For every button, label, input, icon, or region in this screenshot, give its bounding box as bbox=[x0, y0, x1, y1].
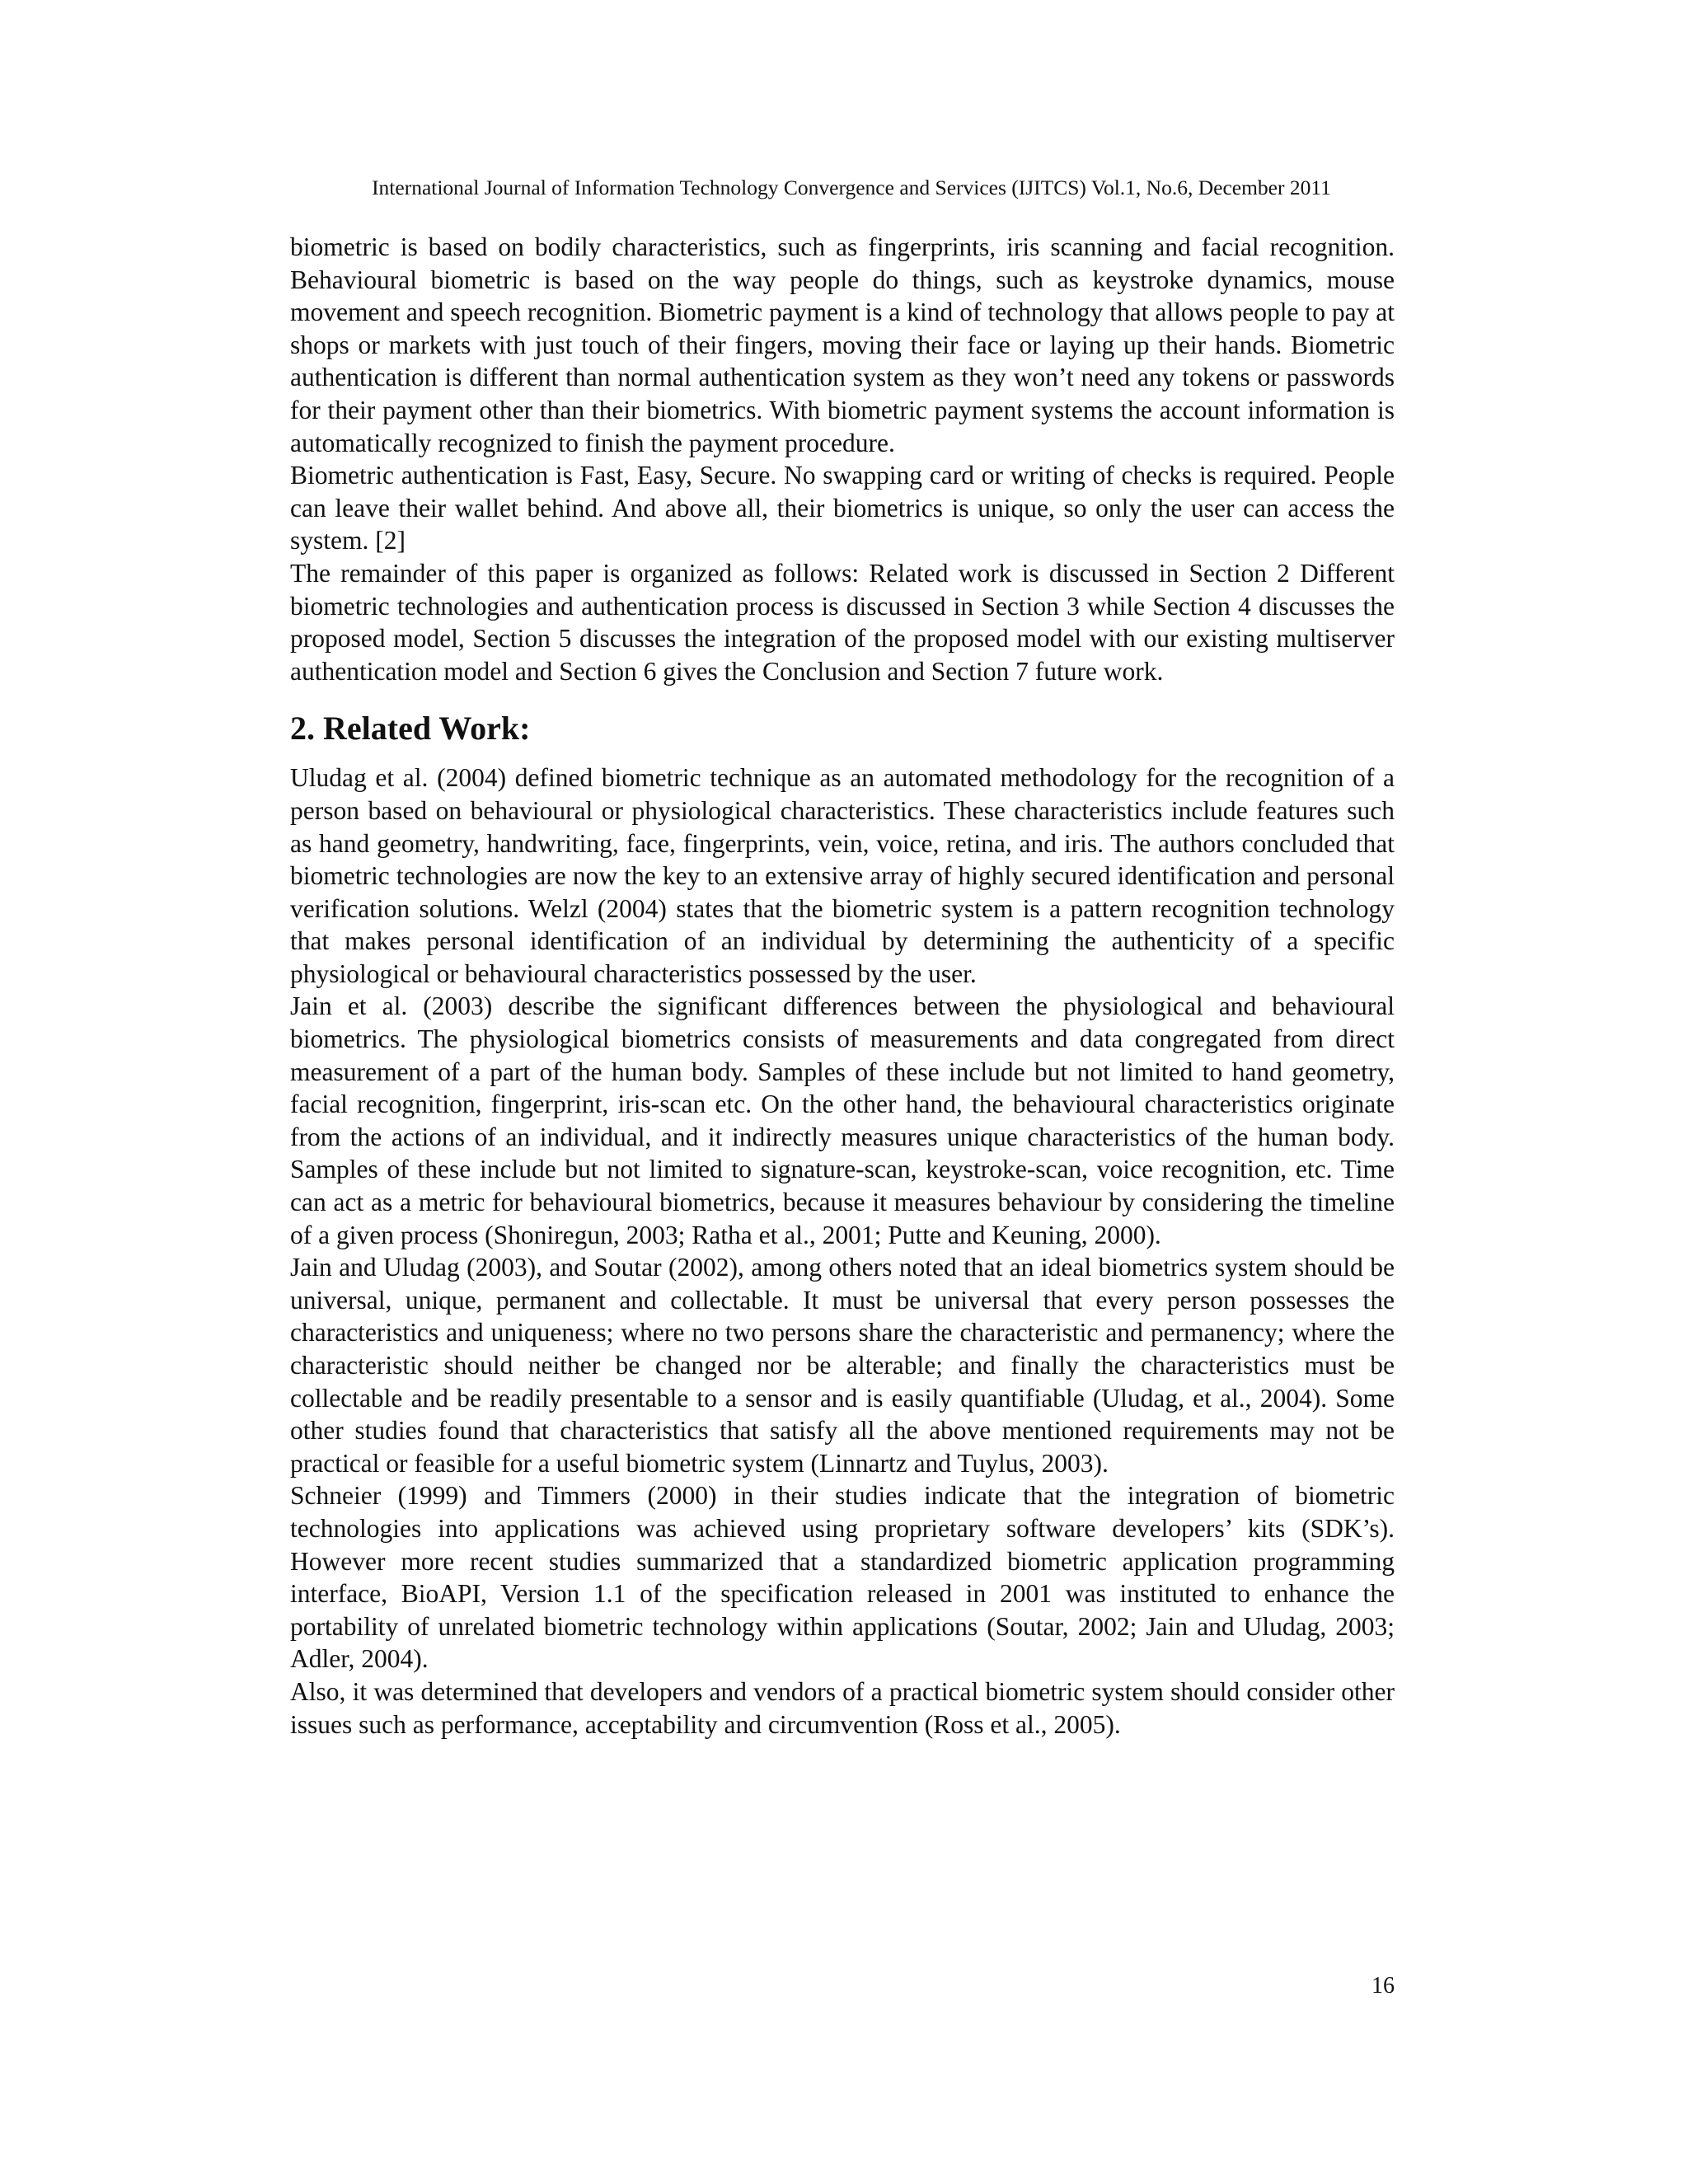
journal-running-header: International Journal of Information Technology Convergence and Services (IJITCS) Vol.1, No.6, December 2011 bbox=[372, 176, 1331, 199]
section-heading-related-work: 2. Related Work: bbox=[290, 710, 531, 748]
intro-paragraph-3: The remainder of this paper is organized as follows: Related work is discussed in Section 2 Different biometric technologies and authentication process is discussed in Section 3 while Section 4 discusses the proposed model, Section 5 discusses the integration of the proposed model with our existing multiserver authentication model and Section 6 gives the Conclusion and Section 7 future work. bbox=[290, 558, 1395, 686]
related-work-paragraph-1: Uludag et al. (2004) defined biometric technique as an automated methodology for the recognition of a person based on behavioural or physiological characteristics. These characteristics include features such as hand geometry, handwriting, face, fingerprints, vein, voice, retina, and iris. The authors concluded that biometric technologies are now the key to an extensive array of highly secured identification and personal verification solutions. Welzl (2004) states that the biometric system is a pattern recognition technology that makes personal identification of an individual by determining the authenticity of a specific physiological or behavioural characteristics possessed by the user. bbox=[290, 763, 1395, 988]
intro-paragraph-2: Biometric authentication is Fast, Easy, Secure. No swapping card or writing of checks is required. People can leave their wallet behind. And above all, their biometrics is unique, so only the user can access the system. [2] bbox=[290, 461, 1395, 555]
related-work-paragraph-5: Also, it was determined that developers and vendors of a practical biometric system should consider other issues such as performance, acceptability and circumvention (Ross et al., 2005). bbox=[290, 1676, 1395, 1739]
intro-paragraph-1: biometric is based on bodily characteristics, such as fingerprints, iris scanning and facial recognition. Behavioural biometric is based on the way people do things, such as keystroke dynamics, mouse movement and speech recognition. Biometric payment is a kind of technology that allows people to pay at shops or markets with just touch of their fingers, moving their face or laying up their hands. Biometric authentication is different than normal authentication system as they won’t need any tokens or passwords for their payment other than their biometrics. With biometric payment systems the account information is automatically recognized to finish the payment procedure. bbox=[290, 232, 1395, 457]
related-work-paragraph-4: Schneier (1999) and Timmers (2000) in their studies indicate that the integration of biometric technologies into applications was achieved using proprietary software developers’ kits (SDK’s). However more recent studies summarized that a standardized biometric application programming interface, BioAPI, Version 1.1 of the specification released in 2001 was instituted to enhance the portability of unrelated biometric technology within applications (Soutar, 2002; Jain and Uludag, 2003; Adler, 2004). bbox=[290, 1481, 1395, 1674]
related-work-paragraph-2: Jain et al. (2003) describe the significant differences between the physiological and behavioural biometrics. The physiological biometrics consists of measurements and data congregated from direct measurement of a part of the human body. Samples of these include but not limited to hand geometry, facial recognition, fingerprint, iris-scan etc. On the other hand, the behavioural characteristics originate from the actions of an individual, and it indirectly measures unique characteristics of the human body. Samples of these include but not limited to signature-scan, keystroke-scan, voice recognition, etc. Time can act as a metric for behavioural biometrics, because it measures behaviour by considering the timeline of a given process (Shoniregun, 2003; Ratha et al., 2001; Putte and Keuning, 2000). bbox=[290, 991, 1395, 1249]
page-number: 16 bbox=[1372, 1973, 1395, 1999]
body-text bbox=[290, 231, 1395, 1741]
related-work-paragraph-3: Jain and Uludag (2003), and Soutar (2002), among others noted that an ideal biometrics system should be universal, unique, permanent and collectable. It must be universal that every person possesses the characteristics and uniqueness; where no two persons share the characteristic and permanency; where the characteristic should neither be changed nor be alterable; and finally the characteristics must be collectable and be readily presentable to a sensor and is easily quantifiable (Uludag, et al., 2004). Some other studies found that characteristics that satisfy all the above mentioned requirements may not be practical or feasible for a useful biometric system (Linnartz and Tuylus, 2003). bbox=[290, 1253, 1395, 1478]
